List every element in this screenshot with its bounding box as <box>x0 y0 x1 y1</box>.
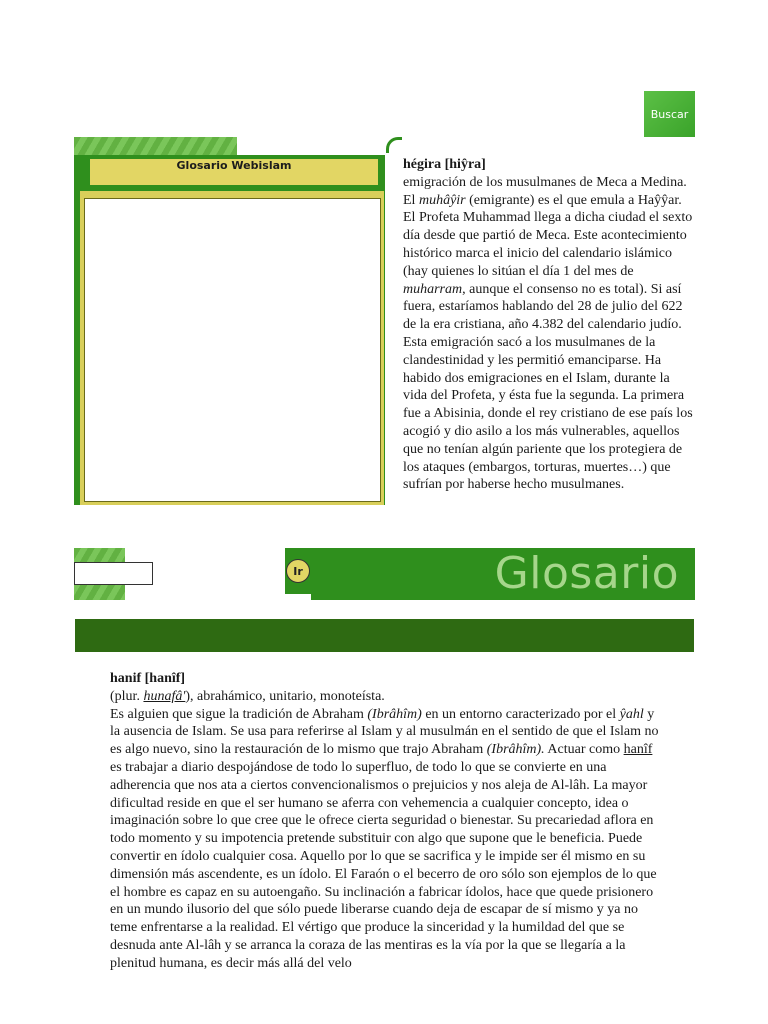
entry-term: hanif [hanîf] <box>110 671 186 686</box>
panel-accent <box>378 159 384 185</box>
section-divider-bar <box>75 619 694 652</box>
entry-definition: emigración de los musulmanes de Meca a Medina. <box>403 174 687 190</box>
glossary-panel-title: Glosario Webislam <box>90 159 378 185</box>
search-input[interactable] <box>74 562 153 585</box>
search-button[interactable]: Buscar <box>644 91 695 137</box>
banner-title: Glosario <box>494 548 679 599</box>
glossary-list-box[interactable] <box>84 198 381 502</box>
entry-term: hégira [hiŷra] <box>403 157 486 172</box>
glossary-entry <box>110 670 662 973</box>
corner-decoration <box>386 137 402 153</box>
entry-body: El muhâŷir (emigrante) es el que emula a Haŷŷar. El Profeta Muhammad llega a dicha ciudad el sexto día desde que partió de Meca. Este acontecimiento histórico marca el inicio del calendario islámico (hay quienes lo sitúan el día 1 del mes de muharram, aunque el consenso no es total). Si así fuera, estaríamos hablando del 28 de julio del 622 de la era cristiana, año 4.382 del calendario judío. Esta emigración sacó a los musulmanes de la clandestinidad y les permitió emanciparse. Ha habido dos emigraciones en el Islam, durante la vida del Profeta, y ésta fue la segunda. La primera fue a Abisinia, donde el rey cristiano de ese país los acogió y dio asilo a los más vulnerables, aquellos que no tenían algún pariente que los protegiera de los ataques (embargos, torturas, muertes…) que sufrían por haberse hecho musulmanes. <box>403 192 693 493</box>
go-button[interactable]: Ir <box>286 559 310 583</box>
entry-plural: (plur. hunafâ'), abrahámico, unitario, monoteísta. <box>110 688 385 704</box>
entry-body: Es alguien que sigue la tradición de Abraham (Ibrâhîm) en un entorno caracterizado por el ŷahl y la ausencia de Islam. Se usa para referirse al Islam y al musulmán en el sentido de que el Islam no es algo nuevo, sino la restauración de lo mismo que trajo Abraham (Ibrâhîm). Actuar como hanîf es trabajar a diario despojándose de todo lo superfluo, de todo lo que se convierte en una adherencia que nos ata a ciertos convencionalismos o prejuicios y nos aleja de Al-lâh. La mayor dificultad reside en que el ser humano se aferra con vehemencia a cualquier concepto, idea o imaginación sobre lo que cree que le ofrece cierta seguridad o bienestar. Su precariedad aflora en todo momento y su impotencia pretende substituir con algo que supone que le beneficia. Puede convertir en ídolo cualquier cosa. Aquello por lo que se sacrifica y le impide ser él mismo en su dimensión más ascendente, es un ídolo. El Faraón o el becerro de oro sólo son ejemplos de lo que el hombre es capaz en su autoengaño. Su inclinación a fabricar ídolos, hace que quede prisionero en un mundo ilusorio del que sólo puede liberarse cuando deja de escapar de sí mismo y ya no teme enfrentarse a la realidad. El vértigo que produce la sinceridad y la humildad del que se desnuda ante Al-lâh y se arranca la coraza de las mentiras es la vía por la que se llegaría a la plenitud humana, es decir más allá del velo <box>110 706 659 971</box>
glossary-entry <box>403 156 695 494</box>
glossary-banner <box>311 548 695 600</box>
